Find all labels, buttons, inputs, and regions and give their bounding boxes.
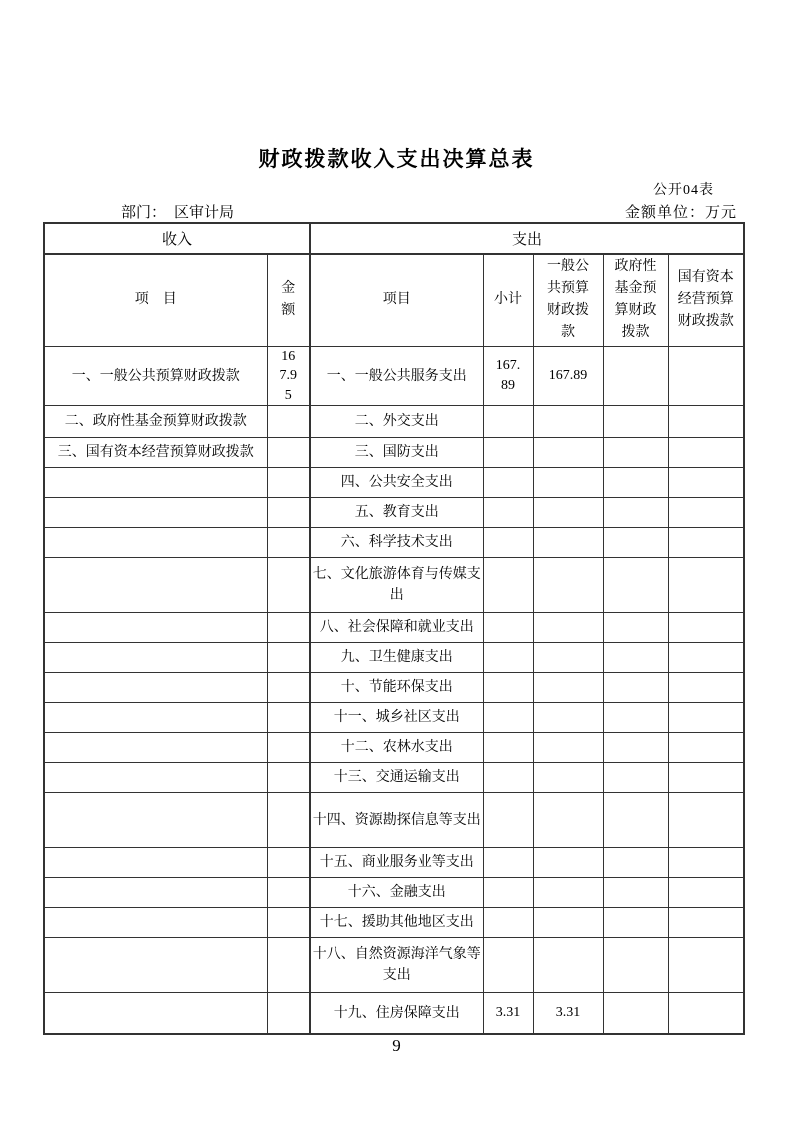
expenditure-item-cell: 十八、自然资源海洋气象等支出 xyxy=(310,938,483,993)
income-item-cell xyxy=(44,908,267,938)
table-row xyxy=(44,733,744,763)
income-item-cell xyxy=(44,993,267,1034)
income-amount-cell xyxy=(267,558,310,613)
column-header-row xyxy=(44,254,744,346)
income-amount-cell xyxy=(267,613,310,643)
subtotal-cell xyxy=(483,793,533,848)
table-row xyxy=(44,438,744,468)
expenditure-section-header: 支出 xyxy=(310,223,744,254)
income-item-cell: 三、国有资本经营预算财政拨款 xyxy=(44,438,267,468)
general-budget-cell xyxy=(533,703,603,733)
expenditure-item-cell: 十四、资源勘探信息等支出 xyxy=(310,793,483,848)
general-budget-cell xyxy=(533,878,603,908)
income-amount-header: 金额 xyxy=(267,254,310,346)
expenditure-item-cell: 八、社会保障和就业支出 xyxy=(310,613,483,643)
subtotal-cell xyxy=(483,673,533,703)
general-budget-cell xyxy=(533,733,603,763)
income-item-cell xyxy=(44,558,267,613)
subtotal-cell xyxy=(483,468,533,498)
income-item-cell xyxy=(44,703,267,733)
subtotal-cell xyxy=(483,438,533,468)
gov-fund-cell xyxy=(603,793,668,848)
gov-fund-cell xyxy=(603,346,668,406)
table-row xyxy=(44,703,744,733)
table-row xyxy=(44,908,744,938)
expenditure-item-cell: 十一、城乡社区支出 xyxy=(310,703,483,733)
gov-fund-cell xyxy=(603,528,668,558)
state-capital-cell xyxy=(668,993,744,1034)
general-budget-cell: 3.31 xyxy=(533,993,603,1034)
income-amount-cell xyxy=(267,528,310,558)
state-capital-cell xyxy=(668,793,744,848)
income-amount-cell: 167.95 xyxy=(267,346,310,406)
income-item-cell xyxy=(44,938,267,993)
table-row xyxy=(44,938,744,993)
table-row xyxy=(44,878,744,908)
income-amount-cell xyxy=(267,406,310,438)
department-value: 区审计局 xyxy=(174,205,235,221)
amount-unit-label: 金额单位：万元 xyxy=(624,205,737,221)
table-row xyxy=(44,406,744,438)
general-budget-header: 一般公共预算财政拨款 xyxy=(533,254,603,346)
state-capital-cell xyxy=(668,468,744,498)
state-capital-cell xyxy=(668,848,744,878)
subtotal-cell xyxy=(483,613,533,643)
subtotal-cell xyxy=(483,643,533,673)
state-capital-cell xyxy=(668,346,744,406)
state-capital-cell xyxy=(668,908,744,938)
subtotal-cell xyxy=(483,878,533,908)
income-item-cell xyxy=(44,468,267,498)
income-amount-cell xyxy=(267,703,310,733)
income-amount-cell xyxy=(267,643,310,673)
state-capital-cell xyxy=(668,558,744,613)
income-item-cell xyxy=(44,733,267,763)
department xyxy=(121,201,234,222)
general-budget-cell xyxy=(533,848,603,878)
state-capital-cell xyxy=(668,878,744,908)
general-budget-cell xyxy=(533,793,603,848)
gov-fund-cell xyxy=(603,498,668,528)
state-capital-cell xyxy=(668,673,744,703)
subtotal-cell: 167.89 xyxy=(483,346,533,406)
state-capital-header: 国有资本经营预算财政拨款 xyxy=(668,254,744,346)
gov-fund-cell xyxy=(603,613,668,643)
general-budget-cell xyxy=(533,406,603,438)
income-amount-cell xyxy=(267,438,310,468)
general-budget-cell xyxy=(533,558,603,613)
subtotal-cell xyxy=(483,908,533,938)
state-capital-cell xyxy=(668,498,744,528)
table-row xyxy=(44,763,744,793)
state-capital-cell xyxy=(668,938,744,993)
gov-fund-cell xyxy=(603,763,668,793)
subtotal-cell xyxy=(483,498,533,528)
expenditure-item-cell: 十六、金融支出 xyxy=(310,878,483,908)
subtotal-cell xyxy=(483,848,533,878)
income-item-cell: 二、政府性基金预算财政拨款 xyxy=(44,406,267,438)
table-row xyxy=(44,613,744,643)
expenditure-item-cell: 五、教育支出 xyxy=(310,498,483,528)
income-amount-cell xyxy=(267,673,310,703)
table-code: 公开04表 xyxy=(653,183,714,198)
general-budget-cell xyxy=(533,763,603,793)
expenditure-item-cell: 一、一般公共服务支出 xyxy=(310,346,483,406)
income-amount-cell xyxy=(267,938,310,993)
expenditure-item-header: 项目 xyxy=(310,254,483,346)
expenditure-item-cell: 二、外交支出 xyxy=(310,406,483,438)
gov-fund-header: 政府性基金预算财政拨款 xyxy=(603,254,668,346)
subtotal-cell xyxy=(483,406,533,438)
income-item-cell xyxy=(44,613,267,643)
page-number: 9 xyxy=(392,1036,401,1055)
subtotal-cell xyxy=(483,528,533,558)
expenditure-item-cell: 十五、商业服务业等支出 xyxy=(310,848,483,878)
income-amount-cell xyxy=(267,763,310,793)
income-amount-cell xyxy=(267,878,310,908)
state-capital-cell xyxy=(668,733,744,763)
gov-fund-cell xyxy=(603,438,668,468)
gov-fund-cell xyxy=(603,993,668,1034)
expenditure-item-cell: 十三、交通运输支出 xyxy=(310,763,483,793)
state-capital-cell xyxy=(668,703,744,733)
gov-fund-cell xyxy=(603,558,668,613)
general-budget-cell xyxy=(533,468,603,498)
income-amount-cell xyxy=(267,468,310,498)
state-capital-cell xyxy=(668,643,744,673)
fiscal-appropriation-table xyxy=(43,222,745,1035)
general-budget-cell xyxy=(533,938,603,993)
expenditure-item-cell: 十七、援助其他地区支出 xyxy=(310,908,483,938)
subtotal-cell xyxy=(483,938,533,993)
income-item-cell xyxy=(44,763,267,793)
expenditure-item-cell: 十九、住房保障支出 xyxy=(310,993,483,1034)
gov-fund-cell xyxy=(603,703,668,733)
table-body xyxy=(44,346,744,1034)
income-amount-cell xyxy=(267,993,310,1034)
income-item-cell: 一、一般公共预算财政拨款 xyxy=(44,346,267,406)
subtotal-cell xyxy=(483,558,533,613)
income-item-cell xyxy=(44,878,267,908)
table-row xyxy=(44,643,744,673)
income-section-header: 收入 xyxy=(44,223,310,254)
state-capital-cell xyxy=(668,613,744,643)
expenditure-item-cell: 九、卫生健康支出 xyxy=(310,643,483,673)
income-item-header: 项 目 xyxy=(44,254,267,346)
subtotal-cell xyxy=(483,703,533,733)
table-row xyxy=(44,528,744,558)
subtotal-header: 小计 xyxy=(483,254,533,346)
income-item-cell xyxy=(44,848,267,878)
expenditure-item-cell: 三、国防支出 xyxy=(310,438,483,468)
gov-fund-cell xyxy=(603,938,668,993)
general-budget-cell xyxy=(533,643,603,673)
table-row xyxy=(44,558,744,613)
income-item-cell xyxy=(44,793,267,848)
general-budget-cell xyxy=(533,908,603,938)
gov-fund-cell xyxy=(603,468,668,498)
income-amount-cell xyxy=(267,793,310,848)
income-amount-cell xyxy=(267,908,310,938)
gov-fund-cell xyxy=(603,848,668,878)
general-budget-cell xyxy=(533,528,603,558)
expenditure-item-cell: 四、公共安全支出 xyxy=(310,468,483,498)
subtotal-cell: 3.31 xyxy=(483,993,533,1034)
gov-fund-cell xyxy=(603,673,668,703)
income-amount-cell xyxy=(267,733,310,763)
gov-fund-cell xyxy=(603,908,668,938)
general-budget-cell xyxy=(533,673,603,703)
gov-fund-cell xyxy=(603,733,668,763)
table-row xyxy=(44,848,744,878)
expenditure-item-cell: 十、节能环保支出 xyxy=(310,673,483,703)
income-item-cell xyxy=(44,528,267,558)
table-row xyxy=(44,498,744,528)
gov-fund-cell xyxy=(603,406,668,438)
meta-line xyxy=(0,201,793,221)
state-capital-cell xyxy=(668,438,744,468)
table-row xyxy=(44,468,744,498)
department-label: 部门： xyxy=(121,205,167,221)
state-capital-cell xyxy=(668,406,744,438)
expenditure-item-cell: 六、科学技术支出 xyxy=(310,528,483,558)
table-row xyxy=(44,993,744,1034)
table-row xyxy=(44,673,744,703)
income-item-cell xyxy=(44,673,267,703)
page-title: 财政拨款收入支出决算总表 xyxy=(258,148,535,171)
table-row xyxy=(44,346,744,406)
state-capital-cell xyxy=(668,528,744,558)
expenditure-item-cell: 七、文化旅游体育与传媒支出 xyxy=(310,558,483,613)
table-row xyxy=(44,793,744,848)
income-amount-cell xyxy=(267,498,310,528)
income-amount-cell xyxy=(267,848,310,878)
state-capital-cell xyxy=(668,763,744,793)
income-item-cell xyxy=(44,498,267,528)
income-item-cell xyxy=(44,643,267,673)
gov-fund-cell xyxy=(603,643,668,673)
section-header-row xyxy=(44,223,744,254)
general-budget-cell xyxy=(533,438,603,468)
general-budget-cell xyxy=(533,613,603,643)
subtotal-cell xyxy=(483,763,533,793)
expenditure-item-cell: 十二、农林水支出 xyxy=(310,733,483,763)
subtotal-cell xyxy=(483,733,533,763)
gov-fund-cell xyxy=(603,878,668,908)
general-budget-cell: 167.89 xyxy=(533,346,603,406)
general-budget-cell xyxy=(533,498,603,528)
